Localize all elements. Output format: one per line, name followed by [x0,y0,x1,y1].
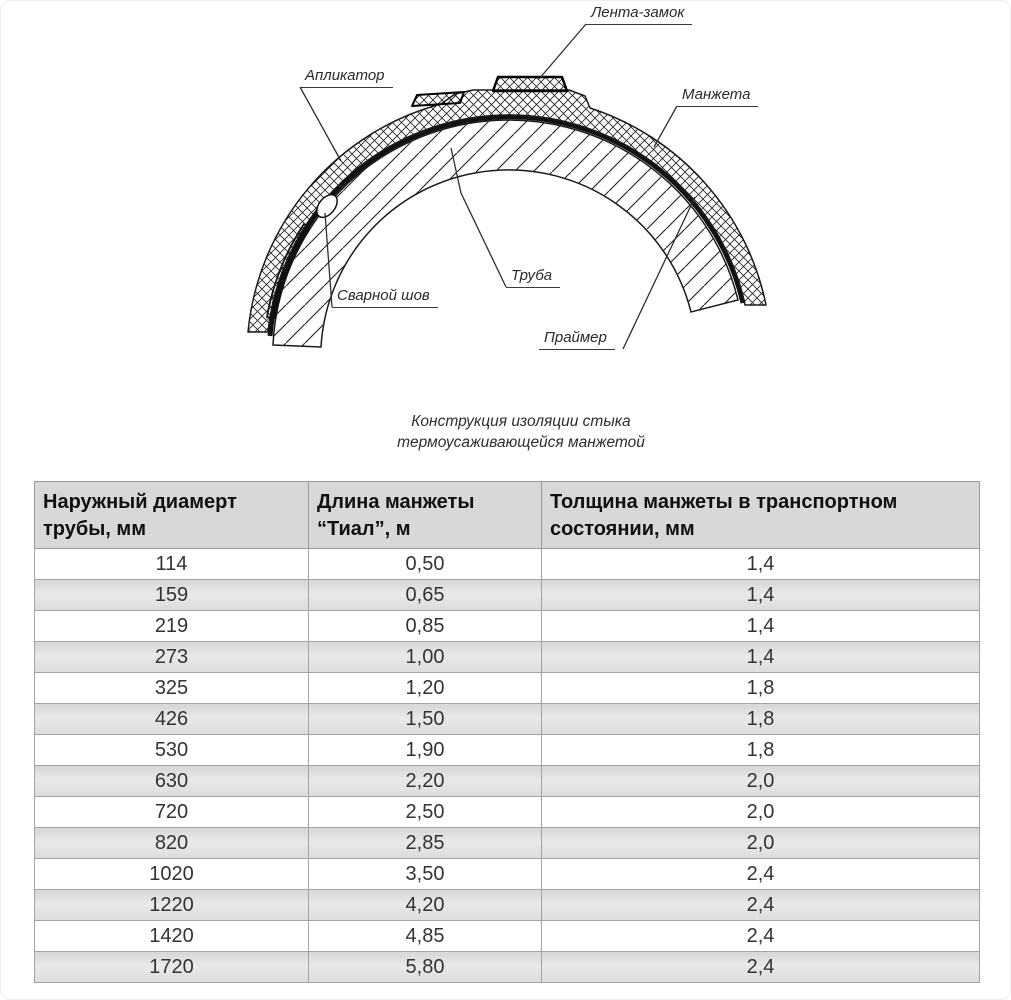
label-applicator: Апликатор [300,67,393,88]
table-cell: 2,0 [542,766,980,797]
table-header [35,482,980,549]
leader-sleeve [654,106,677,147]
table-cell: 530 [35,735,309,766]
table-cell: 2,4 [542,952,980,983]
table-cell: 1220 [35,890,309,921]
table-cell: 1,8 [542,704,980,735]
table-cell: 1,8 [542,673,980,704]
table-cell: 159 [35,580,309,611]
table-row [35,735,980,766]
table-cell: 1,4 [542,580,980,611]
table-row [35,580,980,611]
table-cell: 2,4 [542,921,980,952]
table-row [35,549,980,580]
table-cell: 2,85 [309,828,542,859]
table-cell: 1,4 [542,611,980,642]
table-body [35,549,980,983]
table-cell: 1,00 [309,642,542,673]
table-cell: 2,50 [309,797,542,828]
table-cell: 1020 [35,859,309,890]
leader-lock-tape [539,24,586,79]
table-cell: 0,50 [309,549,542,580]
figure-caption-line1: Конструкция изоляции стыка [411,413,631,430]
figure-caption [31,411,1011,453]
leader-applicator [300,87,341,161]
table-cell: 114 [35,549,309,580]
label-pipe: Труба [506,267,560,288]
table-cell: 720 [35,797,309,828]
table-cell: 1720 [35,952,309,983]
table-cell: 820 [35,828,309,859]
table-row [35,642,980,673]
table-header-row [35,482,980,549]
table-row [35,890,980,921]
table-cell: 1,4 [542,642,980,673]
table-cell: 0,65 [309,580,542,611]
table-cell: 1420 [35,921,309,952]
table-cell: 4,20 [309,890,542,921]
table-cell: 2,4 [542,859,980,890]
table-cell: 0,85 [309,611,542,642]
table-cell: 426 [35,704,309,735]
table-cell: 1,4 [542,549,980,580]
col-header-sleeve-thickness: Толщина манжеты в транспортном состоянии, мм [542,482,980,549]
table-cell: 2,20 [309,766,542,797]
col-header-pipe-diameter: Наружный диамерт трубы, мм [35,482,309,549]
sleeve-dimensions-table [34,481,980,983]
label-lock-tape: Лента-замок [586,4,692,25]
table-row [35,611,980,642]
table-cell: 1,50 [309,704,542,735]
table-row [35,828,980,859]
table-cell: 3,50 [309,859,542,890]
table-row [35,921,980,952]
table-row [35,952,980,983]
table-cell: 2,0 [542,828,980,859]
table-cell: 4,85 [309,921,542,952]
applicator-edge-shape [412,92,464,106]
table-row [35,797,980,828]
table-cell: 273 [35,642,309,673]
table-row [35,766,980,797]
lock-tape-shape [493,77,567,91]
table-row [35,704,980,735]
table-cell: 2,0 [542,797,980,828]
table-cell: 5,80 [309,952,542,983]
joint-insulation-figure [1,1,1011,471]
figure-caption-line2: термоусаживающейся манжетой [397,434,645,451]
table-cell: 219 [35,611,309,642]
table-cell: 1,8 [542,735,980,766]
table-row [35,673,980,704]
col-header-sleeve-length: Длина манжеты “Тиал”, м [309,482,542,549]
pipe-cross-section-drawing [1,1,1011,471]
table-cell: 2,4 [542,890,980,921]
label-sleeve: Манжета [677,86,758,107]
table-cell: 325 [35,673,309,704]
table-row [35,859,980,890]
label-primer: Праймер [539,329,615,350]
table-cell: 1,20 [309,673,542,704]
table-cell: 1,90 [309,735,542,766]
table-cell: 630 [35,766,309,797]
label-weld-seam: Сварной шов [332,287,438,308]
